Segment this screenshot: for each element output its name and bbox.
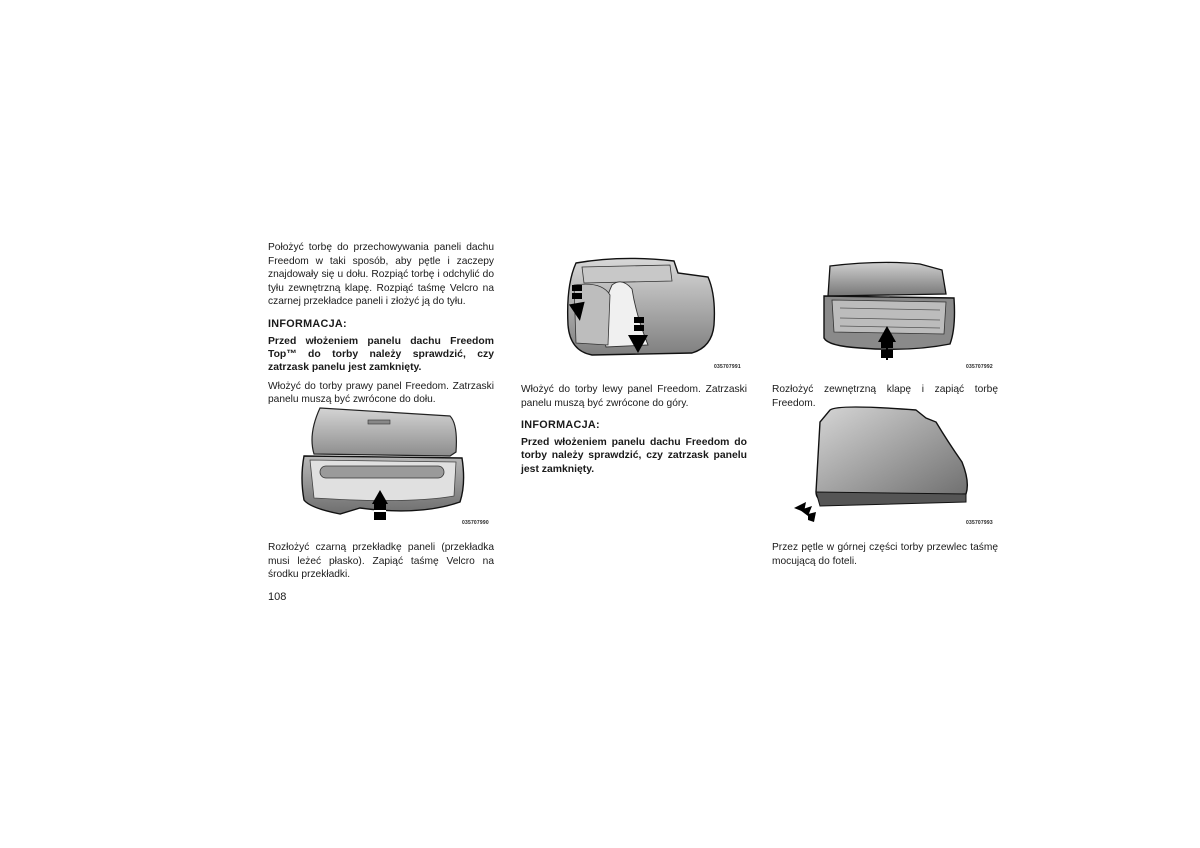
figure-code: 035707991 [714, 364, 741, 370]
figure-strap-through-loops [786, 402, 970, 524]
instruction-paragraph: Włożyć do torby prawy panel Freedom. Zatrzaski panelu muszą być zwrócone do dołu. [268, 380, 494, 406]
bag-illustration [820, 258, 960, 362]
info-note: Przed włożeniem panelu dachu Freedom Top™ do torby należy sprawdzić, czy zatrzask panelu jest zamknięty. [268, 335, 494, 374]
instruction-paragraph: Rozłożyć zewnętrzną klapę i zapiąć torbę Freedom. [772, 384, 998, 409]
bag-illustration [300, 404, 470, 524]
figure-right-panel-in-bag [300, 404, 470, 524]
column-1-bottom [268, 541, 494, 582]
figure-code: 035707993 [966, 520, 993, 526]
figure-code: 035707992 [966, 364, 993, 370]
info-note: Przed włożeniem panelu dachu Freedom do torby należy sprawdzić, czy zatrzask panelu jest zamknięty. [521, 436, 747, 475]
page-number: 108 [268, 591, 287, 603]
info-heading: INFORMACJA: [268, 317, 347, 330]
figure-code: 035707990 [462, 520, 489, 526]
column-2 [521, 383, 747, 481]
info-heading: INFORMACJA: [521, 419, 600, 432]
instruction-paragraph: Rozłożyć czarną przekładkę paneli (przekładka musi leżeć płasko). Zapiąć taśmę Velcro na środku przekładki. [268, 542, 494, 581]
column-3-bottom [772, 541, 998, 568]
figure-close-bag-flap [820, 258, 960, 362]
bag-illustration [786, 402, 970, 524]
column-1 [268, 241, 494, 407]
figure-left-panel-in-bag [562, 255, 722, 363]
bag-illustration [562, 255, 722, 363]
instruction-paragraph: Położyć torbę do przechowywania paneli dachu Freedom w taki sposób, aby pętle i zaczepy znajdowały się u dołu. Rozpiąć torbę i odchylić do tyłu zewnętrzną klapę. Rozpiąć taśmę Velcro na czarnej przekładce paneli i złożyć ją do tyłu. [268, 242, 494, 308]
instruction-paragraph: Przez pętle w górnej części torby przewlec taśmę mocującą do foteli. [772, 542, 998, 567]
instruction-paragraph: Włożyć do torby lewy panel Freedom. Zatrzaski panelu muszą być zwrócone do góry. [521, 384, 747, 409]
